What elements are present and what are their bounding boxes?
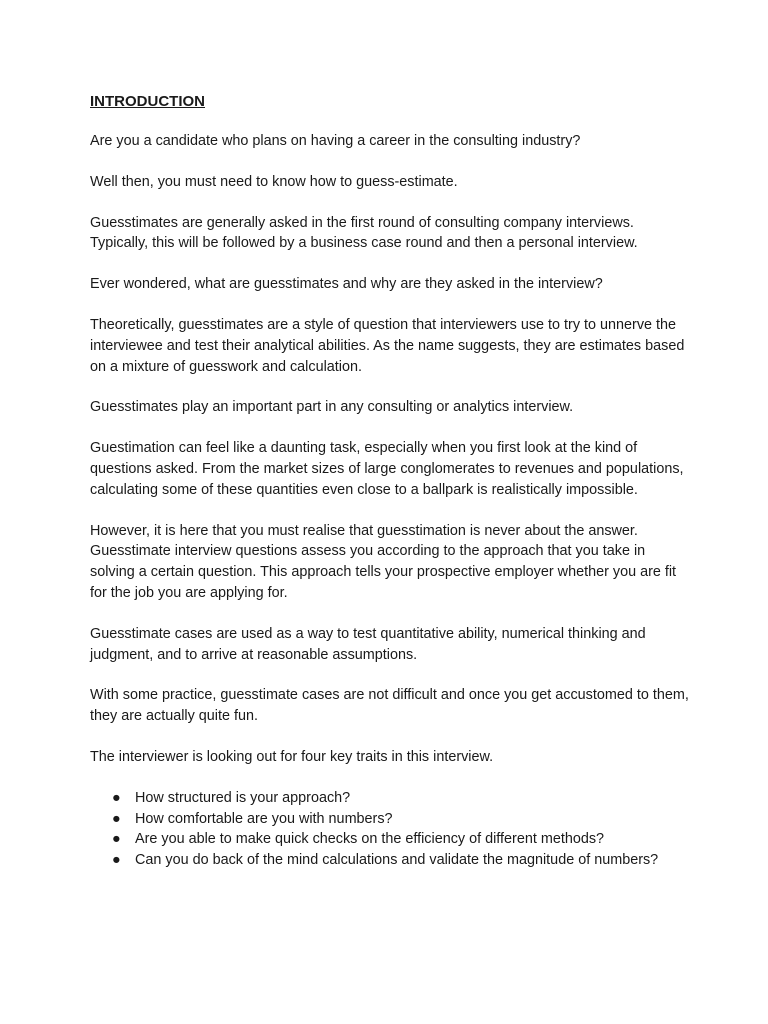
paragraph: Theoretically, guesstimates are a style of question that interviewers use to try to unnerve the interviewee and test their analytical abilities. As the name suggests, they are estimates based on a mixture of guesswork and calculation.	[90, 316, 685, 375]
list-item	[90, 850, 690, 871]
list-item	[90, 809, 690, 830]
list-item-text: How comfortable are you with numbers?	[135, 810, 393, 827]
list-item	[90, 829, 690, 850]
paragraph: With some practice, guesstimate cases are not difficult and once you get accustomed to them, they are actually quite fun.	[90, 687, 689, 725]
paragraph: Guestimation can feel like a daunting task, especially when you first look at the kind of questions asked. From the market sizes of large conglomerates to revenues and populations, calculating some of these quantities even close to a ballpark is realistically impossible.	[90, 440, 684, 498]
list-item	[90, 788, 690, 809]
bullet-icon: ●	[112, 789, 121, 806]
document-page	[90, 92, 690, 871]
paragraph: Guesstimates play an important part in any consulting or analytics interview.	[90, 399, 574, 416]
paragraph: Guesstimate cases are used as a way to test quantitative ability, numerical thinking and judgment, and to arrive at reasonable assumptions.	[90, 625, 646, 663]
bullet-icon: ●	[112, 852, 121, 869]
list-item-text: How structured is your approach?	[135, 789, 351, 806]
paragraph: Well then, you must need to know how to guess-estimate.	[90, 173, 458, 190]
bullet-icon: ●	[112, 810, 121, 827]
paragraph: However, it is here that you must realise that guesstimation is never about the answer. Guesstimate interview questions assess you according to the approach that you take in solving a certain question. This approach tells your prospective employer whether you are fit for the job you are applying for.	[90, 522, 677, 601]
paragraph: The interviewer is looking out for four key traits in this interview.	[90, 748, 494, 765]
paragraph: Are you a candidate who plans on having a career in the consulting industry?	[90, 133, 581, 149]
section-heading: INTRODUCTION	[90, 93, 205, 110]
paragraph: Ever wondered, what are guesstimates and why are they asked in the interview?	[90, 276, 603, 293]
list-item-text: Can you do back of the mind calculations and validate the magnitude of numbers?	[135, 852, 659, 869]
bullet-icon: ●	[112, 831, 121, 848]
list-item-text: Are you able to make quick checks on the efficiency of different methods?	[135, 831, 605, 848]
paragraph: Guesstimates are generally asked in the first round of consulting company interviews. Typically, this will be followed by a business case round and then a personal interview.	[90, 214, 638, 252]
key-traits-list	[90, 788, 690, 871]
